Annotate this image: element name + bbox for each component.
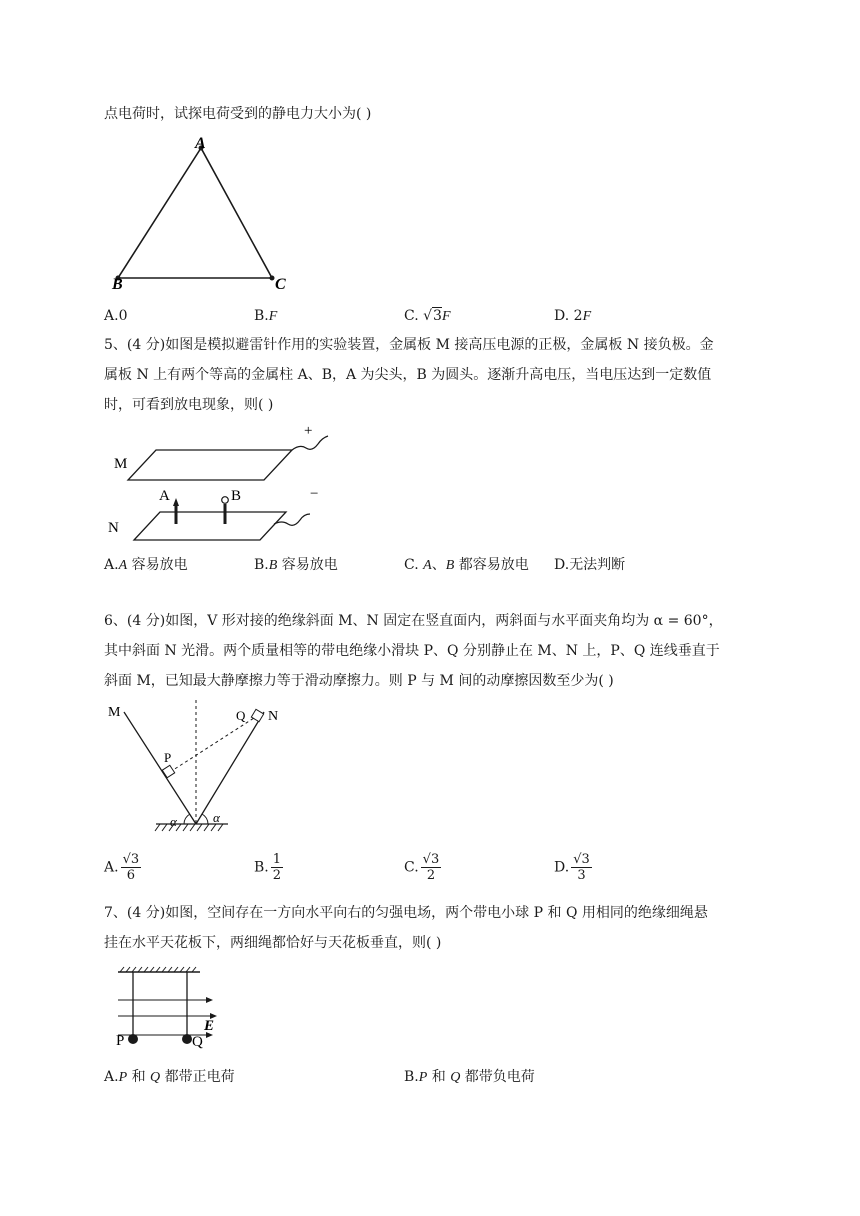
q7-option-b[interactable]: B.P 和 Q 都带负电荷 — [404, 1069, 535, 1085]
q7-stem-line2: 挂在水平天花板下，两细绳都恰好与天花板垂直，则( ) — [104, 935, 442, 951]
q6-label-n: N — [268, 709, 279, 724]
q4-option-a[interactable]: A.0 — [104, 308, 128, 324]
q6-option-d[interactable]: D. $\frac{√3}{3}$ — [554, 852, 590, 883]
q6-v-incline-figure — [104, 700, 304, 850]
q5-option-a[interactable]: A.A 容易放电 — [104, 557, 188, 573]
q6-label-alpha-left: α — [170, 814, 177, 829]
q6-label-q: Q — [236, 708, 246, 723]
q6-label-p: P — [164, 750, 172, 765]
q7-label-q: Q — [192, 1034, 203, 1050]
q6-option-c[interactable]: C. $\frac{√3}{2}$ — [404, 852, 440, 883]
q4-label-b: B — [112, 276, 123, 293]
q4-label-a: A — [195, 135, 206, 152]
q5-label-b: B — [231, 488, 242, 504]
q7-stem-line1: 7、(4 分)如图，空间存在一方向水平向右的匀强电场，两个带电小球 P 和 Q 用相同的绝缘细绳悬 — [104, 905, 708, 921]
q6-stem-line2: 其中斜面 N 光滑。两个质量相等的带电绝缘小滑块 P、Q 分别静止在 M、N 上，P、Q 连线垂直于 — [104, 643, 720, 659]
q4-label-c: C — [275, 276, 286, 293]
q6-option-a[interactable]: A. $\frac{√3}{6}$ — [104, 852, 140, 883]
q7-charged-balls-figure — [110, 964, 240, 1054]
q5-stem-line2: 属板 N 上有两个等高的金属柱 A、B，A 为尖头，B 为圆头。逐渐升高电压，当电压达到一定数值 — [104, 367, 712, 383]
q5-option-c[interactable]: C. A、B 都容易放电 — [404, 557, 529, 573]
q4-option-b[interactable]: B.F — [254, 308, 278, 324]
q6-stem-line3: 斜面 M，已知最大静摩擦力等于滑动摩擦力。则 P 与 M 间的动摩擦因数至少为( ) — [104, 673, 614, 689]
q4-stem-tail: 点电荷时，试探电荷受到的静电力大小为( ) — [104, 106, 372, 122]
q5-option-b[interactable]: B.B 容易放电 — [254, 557, 338, 573]
q5-option-d[interactable]: D.无法判断 — [554, 557, 626, 573]
q4-triangle-figure — [100, 136, 300, 296]
q7-label-e: E — [204, 1018, 215, 1034]
q5-lightning-rod-figure — [104, 420, 344, 550]
q5-label-a: A — [159, 488, 170, 504]
q4-option-d[interactable]: D. 2F — [554, 308, 592, 324]
q6-option-b[interactable]: B. $\frac{1}{2}$ — [254, 852, 282, 883]
q4-option-c[interactable]: C. √3F — [404, 308, 451, 324]
q7-label-p: P — [116, 1033, 125, 1049]
q5-label-minus: − — [310, 486, 319, 502]
q5-label-n: N — [108, 520, 119, 536]
q5-label-plus: + — [304, 423, 313, 439]
q5-label-m: M — [114, 456, 128, 472]
q6-label-alpha-right: α — [213, 810, 220, 825]
q5-stem-line3: 时，可看到放电现象，则( ) — [104, 397, 274, 413]
q6-label-m: M — [108, 705, 121, 720]
q7-option-a[interactable]: A.P 和 Q 都带正电荷 — [104, 1069, 235, 1085]
q6-stem-line1: 6、(4 分)如图，V 形对接的绝缘斜面 M、N 固定在竖直面内，两斜面与水平面夹角均为 α = 60°， — [104, 613, 723, 629]
q5-stem-line1: 5、(4 分)如图是模拟避雷针作用的实验装置，金属板 M 接高压电源的正极，金属板 N 接负极。金 — [104, 337, 714, 353]
